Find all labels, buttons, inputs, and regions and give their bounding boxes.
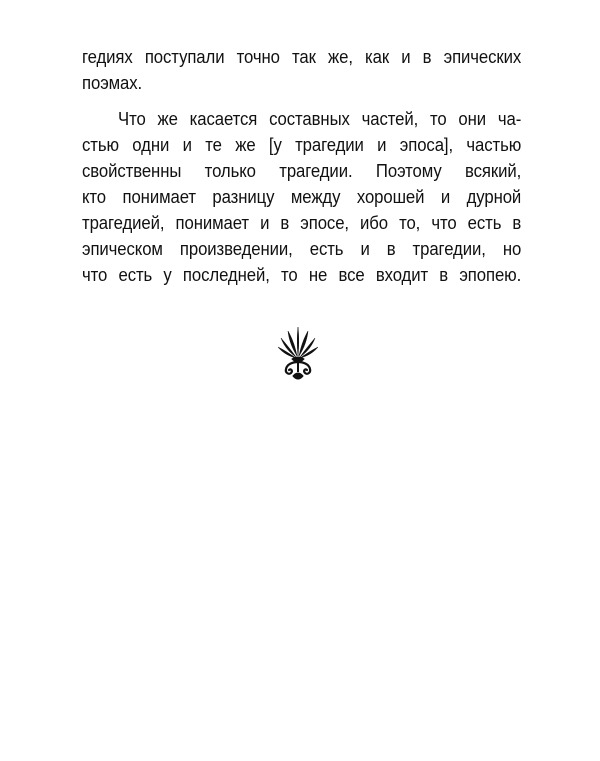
text-line: гедиях поступали точно так же, как и в эпических bbox=[82, 46, 522, 67]
page-text bbox=[82, 44, 522, 288]
text-line: эпическом произведении, есть и в трагедии, но bbox=[82, 238, 522, 259]
text-line: кто понимает разницу между хорошей и дурной bbox=[82, 186, 522, 207]
text-line: стью одни и те же [у трагедии и эпоса], частью bbox=[82, 134, 522, 155]
text-line: что есть у последней, то не все входит в эпопею. bbox=[82, 264, 522, 285]
text-line: свойственны только трагедии. Поэтому всякий, bbox=[82, 160, 522, 181]
text-line: поэмах. bbox=[82, 72, 143, 93]
text-line: Что же касается составных частей, то они ча- bbox=[118, 108, 522, 129]
palmette-ornament-icon bbox=[275, 326, 321, 382]
text-line: трагедией, понимает и в эпосе, ибо то, что есть в bbox=[82, 212, 522, 233]
paragraph-gap bbox=[82, 96, 522, 106]
